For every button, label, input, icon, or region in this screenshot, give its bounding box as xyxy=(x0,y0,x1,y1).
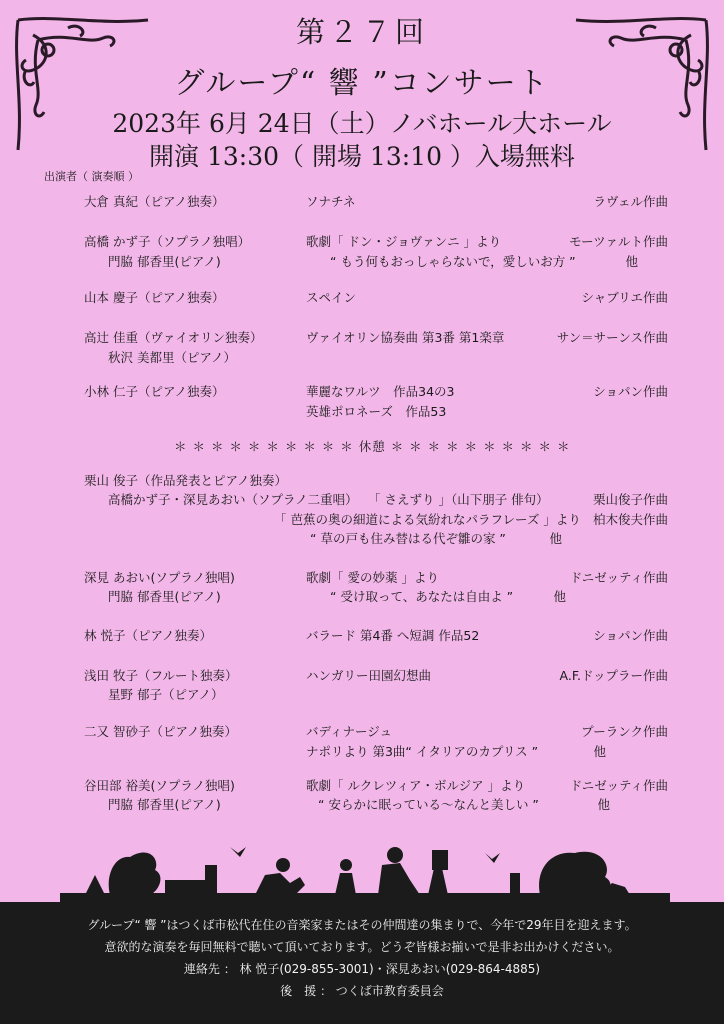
composer: 他 xyxy=(553,589,566,604)
performer: 高橋かず子・深見あおい（ソプラノ二重唱） xyxy=(108,492,358,507)
performer: 深見 あおい(ソプラノ独唱) xyxy=(84,570,235,585)
piece: 歌劇「 ドン・ジョヴァンニ 」より xyxy=(306,234,502,249)
date-venue: 2023年 6月 24日（土）ノバホール大ホール xyxy=(112,109,612,138)
composer: 他 xyxy=(593,744,606,759)
piece: スペイン xyxy=(306,290,357,305)
composer: シャブリエ作曲 xyxy=(581,290,668,305)
composer: ドニゼッティ作曲 xyxy=(569,570,668,585)
footer-panel xyxy=(0,902,724,1024)
piece: 「 さえずり 」（山下朋子 俳句） xyxy=(368,492,549,507)
footer-contact: 連絡先 ： 林 悦子(029-855-3001)・深見あおい(029-864-4885) xyxy=(183,962,541,976)
program-row xyxy=(0,402,724,422)
performer: 浅田 牧子（フルート独奏） xyxy=(84,668,238,683)
program-row xyxy=(0,666,724,686)
program-row xyxy=(0,626,724,646)
program-row xyxy=(0,192,724,212)
performer: 門脇 郁香里(ピアノ) xyxy=(108,254,221,269)
performer: 山本 慶子（ピアノ独奏） xyxy=(84,290,225,305)
composer: サン＝サーンス作曲 xyxy=(556,330,668,345)
performer: 林 悦子（ピアノ独奏） xyxy=(84,628,212,643)
footer-support: 後 援 ： つくば市教育委員会 xyxy=(280,984,444,998)
performer: 星野 郁子（ピアノ） xyxy=(108,687,224,702)
composer: プーランク作曲 xyxy=(581,724,668,739)
performer: 門脇 郁香里(ピアノ) xyxy=(108,589,221,604)
performer: 谷田部 裕美(ソプラノ独唱) xyxy=(84,778,235,793)
composer: モーツァルト作曲 xyxy=(569,234,668,249)
piece: 華麗なワルツ 作品34の3 xyxy=(306,384,455,399)
footer-invitation: 意欲的な演奏を毎回無料で聴いて頂いております。どうぞ皆様お揃いで是非お出かけください。 xyxy=(104,940,620,954)
composer: 他 xyxy=(597,797,610,812)
program-row xyxy=(0,382,724,402)
performer: 小林 仁子（ピアノ独奏） xyxy=(84,384,225,399)
piece: 歌劇「 愛の妙薬 」より xyxy=(306,570,439,585)
program-row xyxy=(0,348,724,368)
performer: 門脇 郁香里(ピアノ) xyxy=(108,797,221,812)
piece: 歌劇「 ルクレツィア・ボルジア 」より xyxy=(306,778,526,793)
program-row xyxy=(0,776,724,796)
composer: 他 xyxy=(549,531,562,546)
time-info: 開演 13:30（ 開場 13:10 ）入場無料 xyxy=(149,142,575,171)
performer: 栗山 俊子（作品発表とピアノ独奏） xyxy=(84,473,287,488)
program-row xyxy=(0,568,724,588)
performer: 高辻 佳重（ヴァイオリン独奏） xyxy=(84,330,263,345)
program-row xyxy=(0,490,724,510)
performers-label: 出演者（ 演奏順 ） xyxy=(44,170,139,183)
composer: A.F.ドップラー作曲 xyxy=(559,668,668,683)
program-row xyxy=(0,742,724,762)
intermission: ＊ ＊ ＊ ＊ ＊ ＊ ＊ ＊ ＊ ＊ 休憩 ＊ ＊ ＊ ＊ ＊ ＊ ＊ ＊ ＊ ＊ xyxy=(174,439,571,454)
composer: 栗山俊子作曲 xyxy=(592,492,668,507)
program-row xyxy=(0,529,724,549)
piece: “ 安らかに眠っている〜なんと美しい ” xyxy=(318,797,539,812)
piece: 「 芭蕉の奥の細道による気紛れなパラフレーズ 」より xyxy=(274,512,581,527)
piece: ナポリより 第3曲“ イタリアのカプリス ” xyxy=(306,744,539,759)
program-row xyxy=(0,328,724,348)
performer: 秋沢 美都里（ピアノ） xyxy=(108,350,236,365)
program-row xyxy=(0,252,724,272)
program-row xyxy=(0,722,724,742)
concert-title: グループ“ 響 ”コンサート xyxy=(174,66,550,101)
piece: ハンガリー田園幻想曲 xyxy=(306,668,432,683)
program-row xyxy=(0,232,724,252)
composer: 柏木俊夫作曲 xyxy=(592,512,668,527)
composer: 他 xyxy=(625,254,638,269)
performer: 高橋 かず子（ソプラノ独唱） xyxy=(84,234,251,249)
piece: “ 受け取って、あなたは自由よ ” xyxy=(330,589,514,604)
composer: ラヴェル作曲 xyxy=(593,194,668,209)
performer: 二又 智砂子（ピアノ独奏） xyxy=(84,724,237,739)
footer-intro: グループ“ 響 ”はつくば市松代在住の音楽家またはその仲間達の集まりで、今年で29年目を迎えます。 xyxy=(87,918,637,932)
program-row xyxy=(0,471,724,491)
program-row xyxy=(0,795,724,815)
program-row xyxy=(0,685,724,705)
edition-heading: 第２７回 xyxy=(295,15,428,49)
program-row xyxy=(0,510,724,530)
piece: “ もう何もおっしゃらないで，愛しいお方 ” xyxy=(330,254,576,269)
piece: バラード 第4番 へ短調 作品52 xyxy=(306,628,480,643)
performer: 大倉 真紀（ピアノ独奏） xyxy=(84,194,225,209)
silhouette-illustration xyxy=(0,835,724,905)
composer: ショパン作曲 xyxy=(593,628,668,643)
program-row xyxy=(0,288,724,308)
piece: “ 草の戸も住み替はる代ぞ雛の家 ” xyxy=(310,531,506,546)
composer: ドニゼッティ作曲 xyxy=(569,778,668,793)
piece: バディナージュ xyxy=(306,724,393,739)
piece: ヴァイオリン協奏曲 第3番 第1楽章 xyxy=(306,330,505,345)
piece: 英雄ポロネーズ 作品53 xyxy=(306,404,447,419)
composer: ショパン作曲 xyxy=(593,384,668,399)
piece: ソナチネ xyxy=(306,194,356,209)
program-row xyxy=(0,587,724,607)
